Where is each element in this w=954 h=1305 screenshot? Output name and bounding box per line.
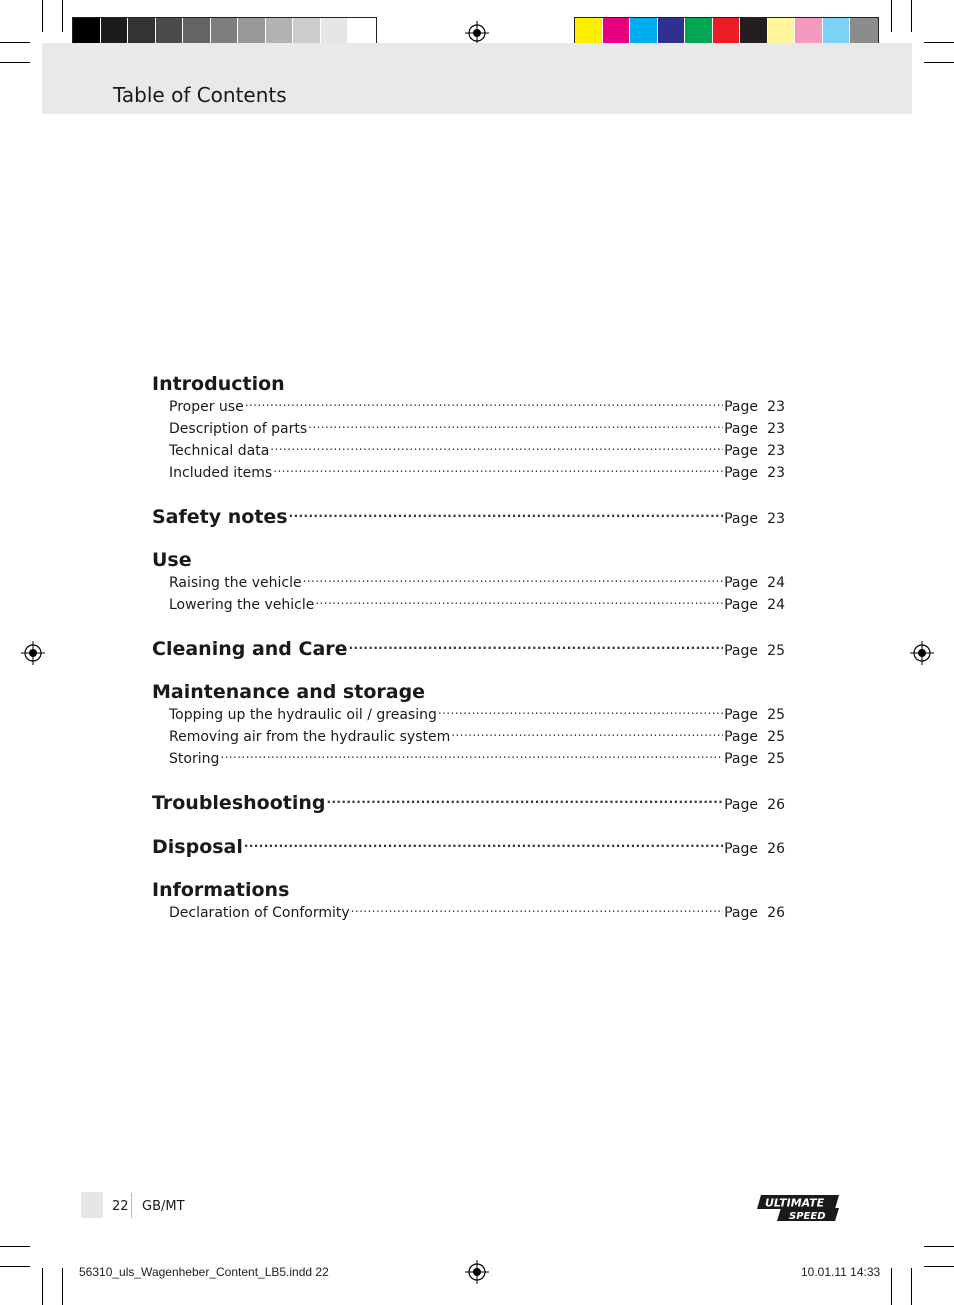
color-swatch xyxy=(630,18,658,45)
toc-section-heading[interactable] xyxy=(152,504,785,528)
toc-page-ref xyxy=(724,704,785,726)
toc-section-title: Disposal xyxy=(152,836,243,858)
crop-mark xyxy=(0,62,30,63)
page-number-ref: 25 xyxy=(767,643,785,659)
slug-file-info: 56310_uls_Wagenheber_Content_LB5.indd 22 xyxy=(79,1265,329,1279)
page-word: Page xyxy=(724,841,758,857)
table-of-contents xyxy=(152,372,785,924)
toc-section-title: Cleaning and Care xyxy=(152,638,348,660)
toc-section-heading[interactable] xyxy=(152,372,785,396)
page-word: Page xyxy=(724,443,758,459)
page-word: Page xyxy=(724,643,758,659)
crop-mark xyxy=(62,1268,63,1305)
toc-section-title: Use xyxy=(152,549,192,571)
dot-leader xyxy=(289,504,723,523)
page-number-ref: 25 xyxy=(767,729,785,745)
registration-mark-icon xyxy=(465,21,489,45)
toc-section-heading[interactable] xyxy=(152,790,785,814)
page-number-ref: 26 xyxy=(767,797,785,813)
toc-entry[interactable] xyxy=(169,396,785,418)
color-swatch xyxy=(768,18,796,45)
toc-section-title: Introduction xyxy=(152,373,285,395)
dot-leader xyxy=(245,397,723,411)
toc-section-title: Informations xyxy=(152,879,290,901)
dot-leader xyxy=(220,749,723,763)
color-swatch xyxy=(575,18,603,45)
toc-page-ref xyxy=(724,440,785,462)
toc-section-heading[interactable] xyxy=(152,834,785,858)
dot-leader xyxy=(327,790,724,809)
page-number-ref: 24 xyxy=(767,575,785,591)
svg-text:SPEED: SPEED xyxy=(789,1211,826,1222)
crop-mark xyxy=(0,1246,30,1247)
footer-divider xyxy=(131,1193,132,1218)
toc-page-ref xyxy=(724,726,785,748)
crop-mark xyxy=(924,42,954,43)
color-swatch xyxy=(238,18,266,45)
color-swatch xyxy=(603,18,631,45)
color-swatch xyxy=(183,18,211,45)
page-number-ref: 25 xyxy=(767,707,785,723)
crop-mark xyxy=(924,62,954,63)
color-swatch xyxy=(321,18,349,45)
toc-entry-label: Technical data xyxy=(169,443,270,459)
page-tab xyxy=(81,1192,103,1218)
toc-entry[interactable] xyxy=(169,418,785,440)
toc-page-ref xyxy=(724,902,785,924)
dot-leader xyxy=(349,636,724,655)
toc-section-title: Troubleshooting xyxy=(152,792,326,814)
crop-mark xyxy=(924,1246,954,1247)
page-word: Page xyxy=(724,511,758,527)
page-word: Page xyxy=(724,575,758,591)
dot-leader xyxy=(273,463,723,477)
toc-page-ref xyxy=(724,462,785,484)
crop-mark xyxy=(0,42,30,43)
page-number-ref: 23 xyxy=(767,465,785,481)
ultimate-speed-logo xyxy=(755,1193,841,1223)
page-number-ref: 23 xyxy=(767,443,785,459)
dot-leader xyxy=(438,705,723,719)
toc-section-title: Maintenance and storage xyxy=(152,681,426,703)
toc-entry-label: Proper use xyxy=(169,399,244,415)
dot-leader xyxy=(315,595,723,609)
page-title: Table of Contents xyxy=(113,83,287,107)
color-swatch xyxy=(73,18,101,45)
crop-mark xyxy=(42,1268,43,1305)
gray-color-bar xyxy=(72,17,377,46)
page-word: Page xyxy=(724,797,758,813)
dot-leader xyxy=(308,419,723,433)
toc-page-ref xyxy=(724,793,785,817)
color-swatch xyxy=(128,18,156,45)
crop-mark xyxy=(911,1268,912,1305)
crop-mark xyxy=(62,0,63,32)
toc-entry[interactable] xyxy=(169,462,785,484)
page-number-ref: 23 xyxy=(767,511,785,527)
toc-entry[interactable] xyxy=(169,748,785,770)
page-number-ref: 26 xyxy=(767,905,785,921)
color-swatch xyxy=(685,18,713,45)
page-word: Page xyxy=(724,751,758,767)
toc-page-ref xyxy=(724,418,785,440)
crop-mark xyxy=(924,1266,954,1267)
color-swatch xyxy=(266,18,294,45)
toc-entry-label: Removing air from the hydraulic system xyxy=(169,729,451,745)
color-swatch xyxy=(658,18,686,45)
color-swatch xyxy=(348,18,376,45)
svg-text:ULTIMATE: ULTIMATE xyxy=(765,1196,825,1210)
toc-page-ref xyxy=(724,594,785,616)
crop-mark xyxy=(0,1266,30,1267)
toc-page-ref xyxy=(724,396,785,418)
toc-section-heading[interactable] xyxy=(152,680,785,704)
language-code: GB/MT xyxy=(142,1199,185,1214)
page-word: Page xyxy=(724,597,758,613)
dot-leader xyxy=(451,727,723,741)
page-word: Page xyxy=(724,707,758,723)
toc-page-ref xyxy=(724,507,785,531)
page-word: Page xyxy=(724,399,758,415)
toc-section-heading[interactable] xyxy=(152,548,785,572)
toc-page-ref xyxy=(724,572,785,594)
toc-entry[interactable] xyxy=(169,902,785,924)
toc-entry[interactable] xyxy=(169,594,785,616)
registration-mark-icon xyxy=(21,641,45,665)
page-word: Page xyxy=(724,465,758,481)
toc-page-ref xyxy=(724,639,785,663)
toc-entry[interactable] xyxy=(169,704,785,726)
toc-section-heading[interactable] xyxy=(152,878,785,902)
page-number-ref: 23 xyxy=(767,421,785,437)
toc-entry-label: Included items xyxy=(169,465,273,481)
color-swatch xyxy=(823,18,851,45)
page-word: Page xyxy=(724,729,758,745)
toc-entry-label: Description of parts xyxy=(169,421,308,437)
page-number-ref: 24 xyxy=(767,597,785,613)
toc-section-title: Safety notes xyxy=(152,506,288,528)
color-swatch xyxy=(156,18,184,45)
slug-date: 10.01.11 14:33 xyxy=(801,1265,881,1279)
page-number-ref: 25 xyxy=(767,751,785,767)
color-swatch xyxy=(713,18,741,45)
color-swatch xyxy=(293,18,321,45)
toc-entry[interactable] xyxy=(169,726,785,748)
dot-leader xyxy=(303,573,724,587)
color-swatch xyxy=(850,18,878,45)
crop-mark xyxy=(42,0,43,32)
toc-page-ref xyxy=(724,748,785,770)
page-number-ref: 23 xyxy=(767,399,785,415)
color-swatch xyxy=(101,18,129,45)
dot-leader xyxy=(270,441,723,455)
dot-leader xyxy=(244,834,723,853)
toc-entry-label: Declaration of Conformity xyxy=(169,905,350,921)
crop-mark xyxy=(911,0,912,32)
color-swatch xyxy=(211,18,239,45)
process-color-bar xyxy=(574,17,879,46)
crop-mark xyxy=(891,1268,892,1305)
toc-entry-label: Raising the vehicle xyxy=(169,575,302,591)
toc-section-heading[interactable] xyxy=(152,636,785,660)
toc-page-ref xyxy=(724,837,785,861)
registration-mark-icon xyxy=(465,1260,489,1284)
crop-mark xyxy=(891,0,892,32)
toc-entry-label: Lowering the vehicle xyxy=(169,597,315,613)
toc-entry-label: Topping up the hydraulic oil / greasing xyxy=(169,707,437,723)
page-word: Page xyxy=(724,421,758,437)
color-swatch xyxy=(740,18,768,45)
toc-entry[interactable] xyxy=(169,440,785,462)
page-word: Page xyxy=(724,905,758,921)
registration-mark-icon xyxy=(910,641,934,665)
page-number-ref: 26 xyxy=(767,841,785,857)
color-swatch xyxy=(795,18,823,45)
toc-entry[interactable] xyxy=(169,572,785,594)
page-number: 22 xyxy=(112,1199,129,1214)
dot-leader xyxy=(351,903,723,917)
toc-entry-label: Storing xyxy=(169,751,220,767)
